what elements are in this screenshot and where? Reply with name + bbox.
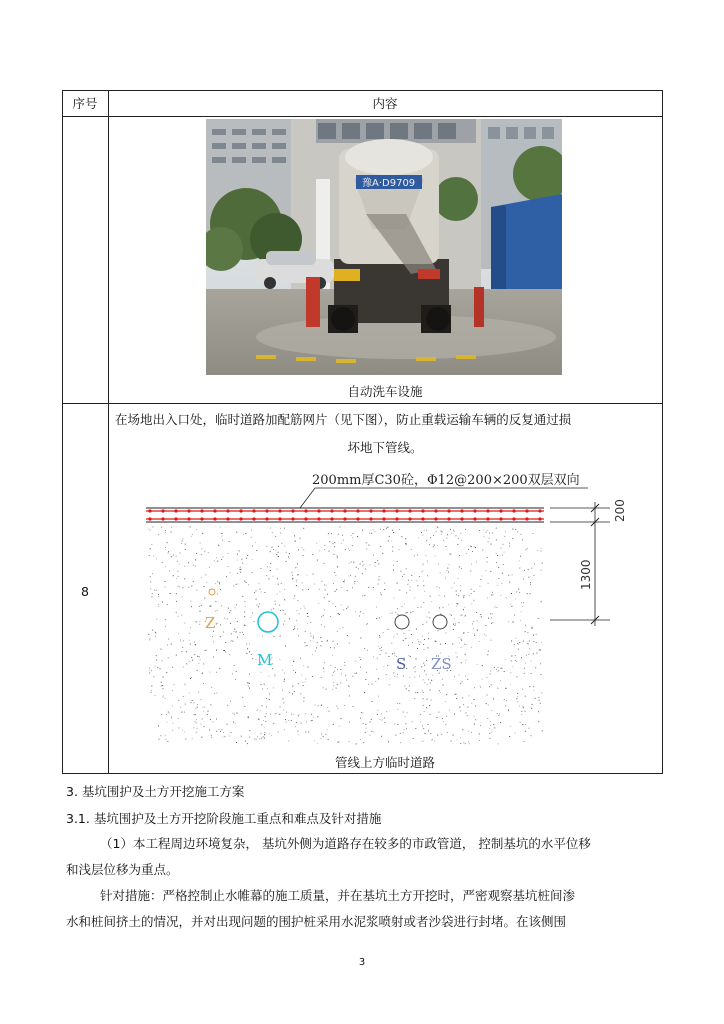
- table-left-border: [62, 90, 63, 774]
- page-number: 3: [358, 957, 366, 968]
- pipe-label-m: M: [257, 651, 273, 669]
- soil-area: [146, 524, 544, 746]
- paragraph-2-line1: 针对措施：严格控制止水帷幕的施工质量，并在基坑土方开挖时，严密观察基坑桩间渗: [100, 888, 576, 903]
- table-bottom-border: [62, 773, 663, 774]
- pipe-label-zs: ZS: [431, 655, 452, 673]
- table-column-divider: [108, 90, 109, 774]
- photo-caption: 自动洗车设施: [347, 384, 423, 399]
- road-section-diagram: [140, 466, 650, 750]
- row-text-line2: 坏地下管线。: [347, 440, 423, 455]
- paragraph-1-line1: （1）本工程周边环境复杂， 基坑外侧为道路存在较多的市政管道， 控制基坑的水平位移: [100, 836, 591, 851]
- pipe-label-z: Z: [205, 614, 216, 632]
- pipe-label-s: S: [396, 655, 407, 673]
- table-right-border: [662, 90, 663, 774]
- pipe-zs: [433, 615, 447, 629]
- section-heading-3: 3. 基坑围护及土方开挖施工方案: [66, 784, 245, 799]
- header-content: 内容: [372, 96, 398, 111]
- pipe-m: [258, 612, 278, 632]
- table-row-divider: [62, 403, 663, 404]
- table-top-border: [62, 90, 663, 91]
- table-header-divider: [62, 116, 663, 117]
- row-text-line1: 在场地出入口处，临时道路加配筋网片（见下图），防止重载运输车辆的反复通过损: [115, 412, 572, 427]
- dim-slab-thickness: 200: [613, 499, 627, 522]
- row-number: 8: [81, 584, 89, 599]
- dim-cover-depth: 1300: [579, 559, 593, 590]
- header-seq: 序号: [72, 96, 98, 111]
- paragraph-1-line2: 和浅层位移为重点。: [66, 862, 179, 877]
- diagram-caption: 管线上方临时道路: [334, 755, 435, 770]
- paragraph-2-line2: 水和桩间挤土的情况，并对出现问题的围护桩采用水泥浆喷射或者沙袋进行封堵。在该侧围: [66, 914, 567, 929]
- truck-plate: 豫A·D9709: [362, 178, 416, 189]
- slab-label: 200mm厚C30砼，Φ12@200×200双层双向: [312, 473, 580, 488]
- pipe-s: [395, 615, 409, 629]
- car-wash-photo: [206, 119, 562, 375]
- section-heading-3-1: 3.1. 基坑围护及土方开挖阶段施工重点和难点及针对措施: [66, 811, 382, 826]
